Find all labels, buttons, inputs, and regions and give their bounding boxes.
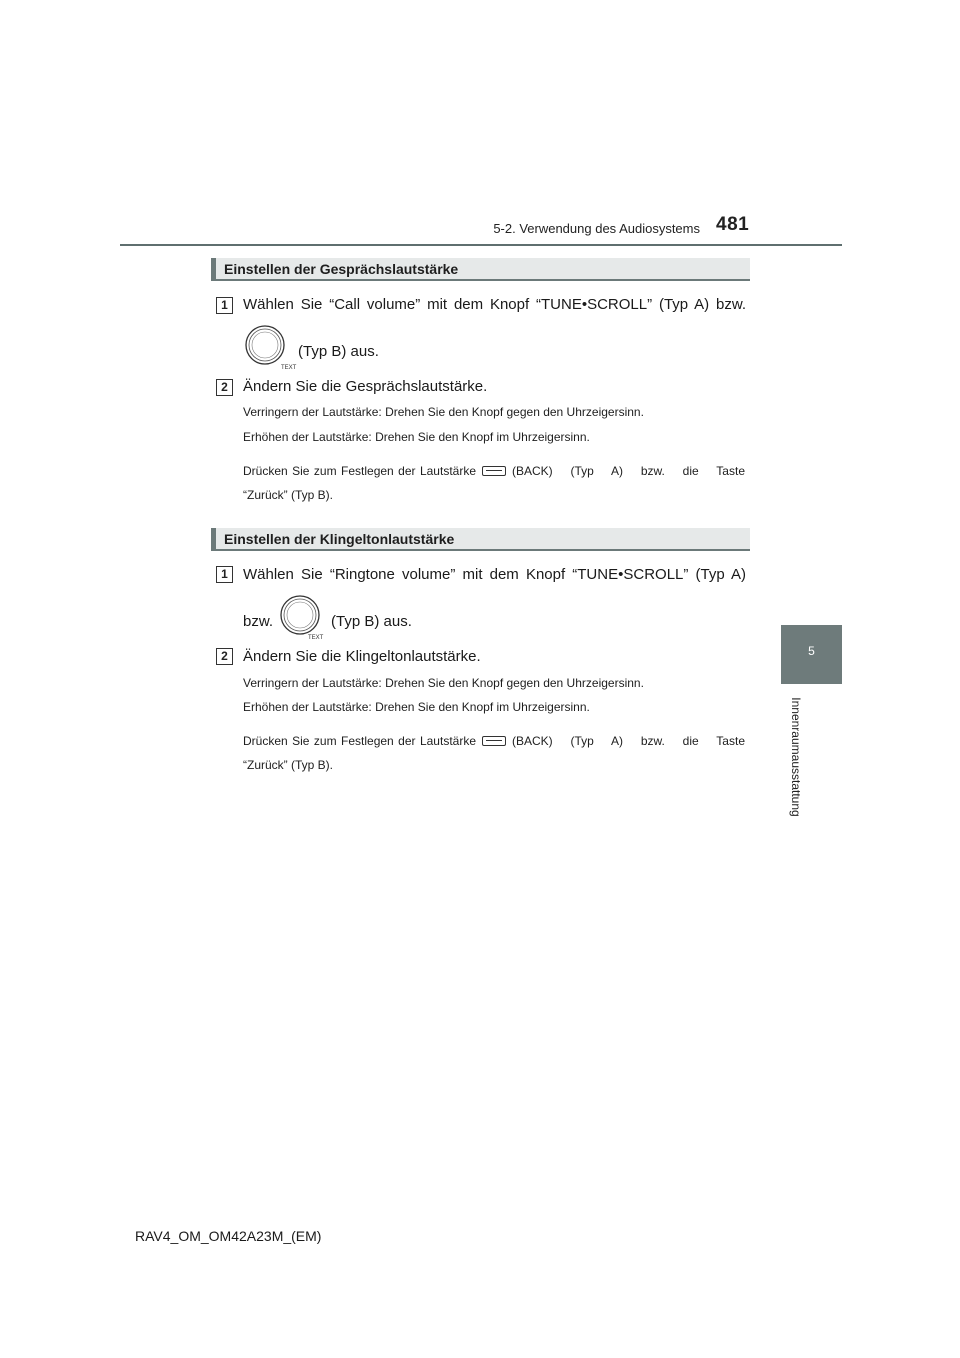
section-heading-text: Einstellen der Klingeltonlautstärke bbox=[224, 531, 455, 547]
confirm-text-before-label: Drücken Sie zum Festlegen der Lautstärke bbox=[243, 464, 476, 478]
decrease-volume-note: Verringern der Lautstärke: Drehen Sie den Knopf gegen den Uhrzeigersinn. bbox=[243, 676, 644, 690]
step-text-continued-before: bzw. bbox=[243, 613, 274, 630]
confirm-volume-note-line2: “Zurück” (Typ B). bbox=[243, 488, 334, 502]
step-text: Wählen Sie “Call volume” mit dem Knopf “TUNE•SCROLL” (Typ A) bzw. bbox=[243, 296, 746, 313]
knob-text-label: TEXT bbox=[281, 365, 297, 371]
chapter-label: Innenraumausstattung bbox=[789, 697, 803, 817]
chapter-number: 5 bbox=[808, 644, 815, 658]
back-button-icon bbox=[482, 466, 506, 476]
knob-text-label: TEXT bbox=[308, 635, 324, 641]
step-text: Wählen Sie “Ringtone volume” mit dem Knopf “TUNE•SCROLL” (Typ A) bbox=[243, 566, 746, 583]
section-heading-text: Einstellen der Gesprächslautstärke bbox=[224, 261, 459, 277]
step-number-box: 1 bbox=[216, 297, 233, 314]
step-text: Ändern Sie die Gesprächslautstärke. bbox=[243, 378, 488, 395]
confirm-text-before bbox=[243, 734, 476, 748]
confirm-text-before bbox=[243, 464, 476, 478]
step-number-box: 1 bbox=[216, 566, 233, 583]
confirm-volume-note-line2: “Zurück” (Typ B). bbox=[243, 758, 334, 772]
confirm-volume-note bbox=[243, 464, 745, 478]
increase-volume-note: Erhöhen der Lautstärke: Drehen Sie den Knopf im Uhrzeigersinn. bbox=[243, 430, 590, 444]
page-number: 481 bbox=[716, 214, 750, 235]
confirm-volume-note bbox=[243, 734, 745, 748]
confirm-text-after: (BACK) (Typ A) bzw. die Taste bbox=[512, 464, 745, 478]
header-divider bbox=[120, 244, 842, 246]
document-code: RAV4_OM_OM42A23M_(EM) bbox=[135, 1228, 322, 1244]
step-text: Ändern Sie die Klingeltonlautstärke. bbox=[243, 648, 481, 665]
back-button-icon bbox=[482, 736, 506, 746]
step-text-continued-after: (Typ B) aus. bbox=[331, 613, 412, 630]
step-number-box: 2 bbox=[216, 648, 233, 665]
step-number-box: 2 bbox=[216, 379, 233, 396]
increase-volume-note: Erhöhen der Lautstärke: Drehen Sie den Knopf im Uhrzeigersinn. bbox=[243, 700, 590, 714]
header-section-title: 5-2. Verwendung des Audiosystems bbox=[493, 221, 700, 236]
section-heading-ringtone-volume bbox=[211, 528, 750, 551]
step-text-continued: (Typ B) aus. bbox=[298, 343, 379, 360]
decrease-volume-note: Verringern der Lautstärke: Drehen Sie den Knopf gegen den Uhrzeigersinn. bbox=[243, 405, 644, 419]
tune-knob-icon bbox=[278, 593, 328, 641]
section-heading-call-volume bbox=[211, 258, 750, 281]
confirm-text-after: (BACK) (Typ A) bzw. die Taste bbox=[512, 734, 745, 748]
confirm-text-before-label: Drücken Sie zum Festlegen der Lautstärke bbox=[243, 734, 476, 748]
tune-knob-icon bbox=[243, 323, 297, 371]
